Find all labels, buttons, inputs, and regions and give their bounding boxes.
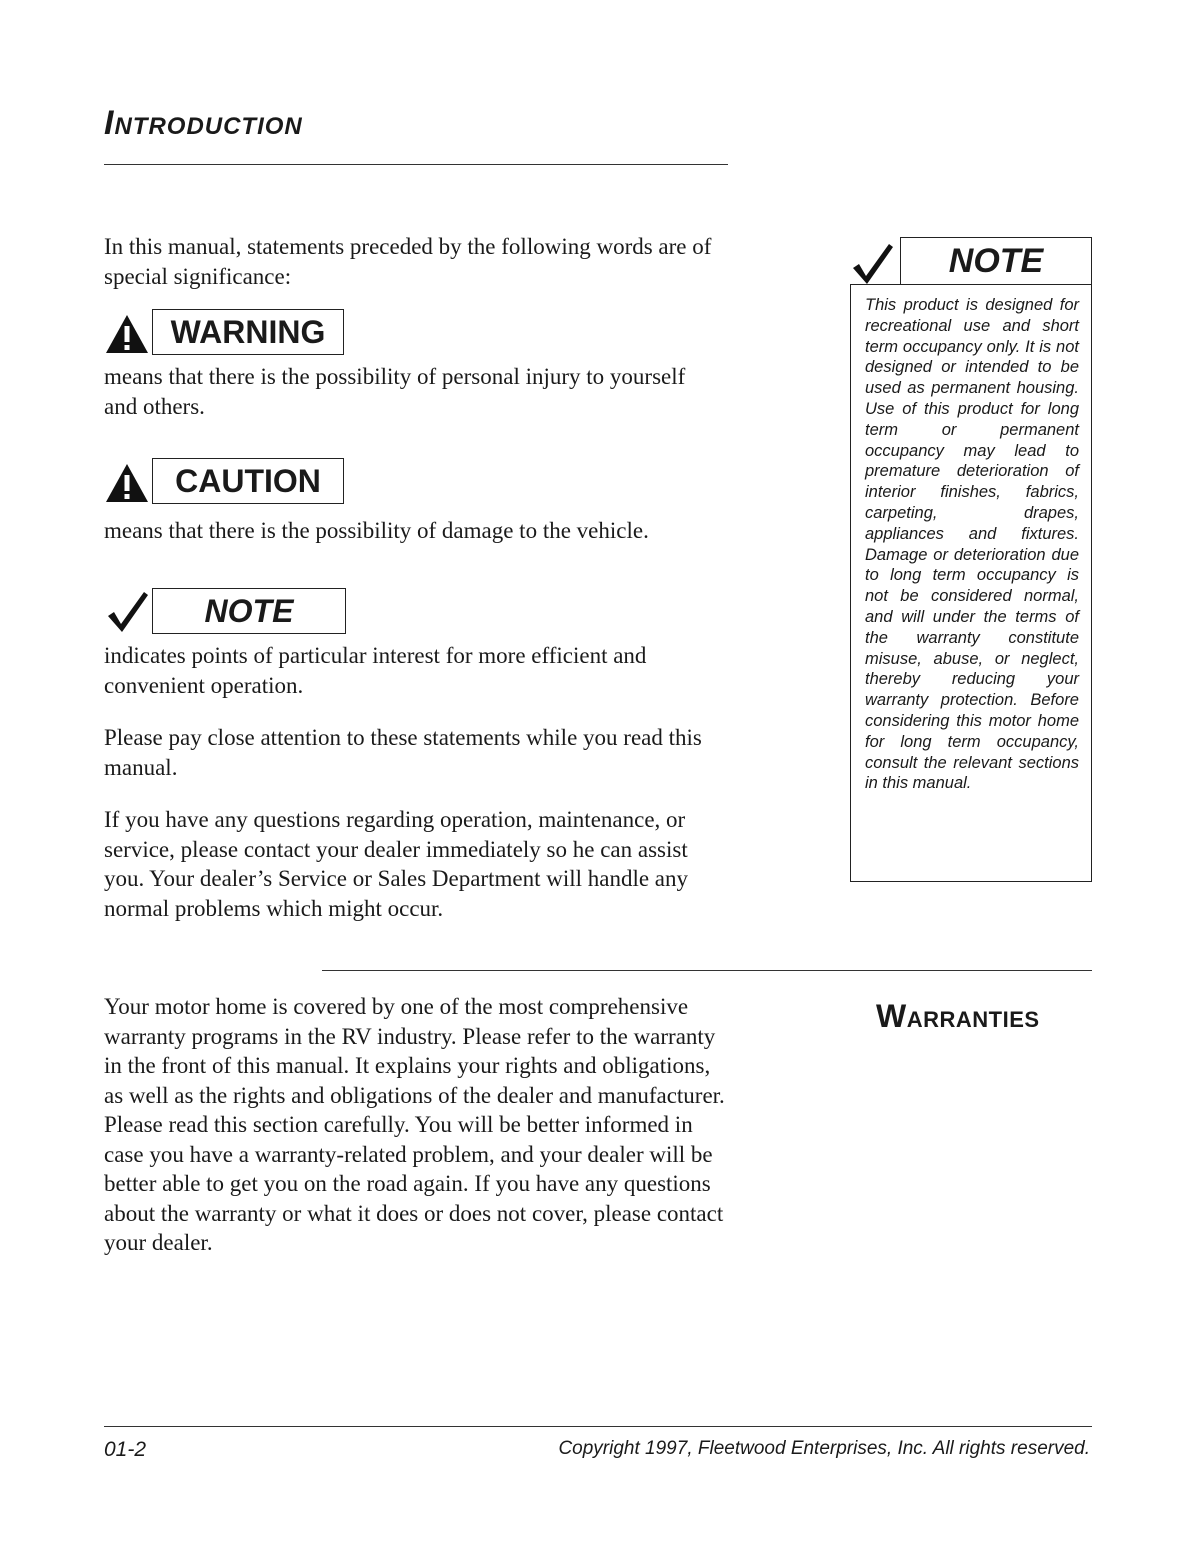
caution-triangle-icon <box>104 462 150 504</box>
copyright-notice: Copyright 1997, Fleetwood Enterprises, Inc. All rights reserved. <box>558 1438 1090 1459</box>
questions-paragraph: If you have any questions regarding operation, maintenance, or service, please contact your dealer immediately so he can assist you. Your dealer’s Service or Sales Department will handle any normal problems which might occur. <box>104 807 689 921</box>
note-label-text: NOTE <box>204 592 294 629</box>
caution-description: means that there is the possibility of damage to the vehicle. <box>104 518 649 543</box>
caution-label-text: CAUTION <box>175 462 321 499</box>
warning-label-text: WARNING <box>170 313 326 350</box>
note-description: indicates points of particular interest for more efficient and convenient operation. <box>104 643 647 698</box>
warning-description: means that there is the possibility of personal injury to yourself and others. <box>104 364 686 419</box>
sidebar-note-box <box>850 284 1092 882</box>
checkmark-icon <box>848 240 896 286</box>
caution-label <box>152 458 344 504</box>
note-check-wrap <box>104 588 150 634</box>
sidebar-note-label-text: NOTE <box>948 241 1044 280</box>
page-title: Introduction <box>104 104 303 142</box>
warning-label <box>152 309 344 355</box>
footer-rule <box>104 1426 1092 1427</box>
attention-paragraph: Please pay close attention to these statements while you read this manual. <box>104 725 702 780</box>
warranties-paragraph: Your motor home is covered by one of the most comprehensive warranty programs in the RV industry. Please refer to the warranty in the front of this manual. It explains your rights and obligations, as well as the rights and obligations of the dealer and manufacturer. Please read this section carefully. You will be better informed in case you have a warranty-related problem, and your dealer will be better able to get you on the road again. If you have any questions about the warranty or what it does or does not cover, please contact your dealer. <box>104 994 725 1255</box>
intro-lead: In this manual, statements preceded by the following words are of special significance: <box>104 234 712 289</box>
sidebar-check-wrap <box>848 240 896 286</box>
caution-icon-wrap <box>104 462 150 504</box>
warranties-title: Warranties <box>876 998 1040 1034</box>
warranties-rule <box>322 970 1092 971</box>
header-rule <box>104 164 728 165</box>
warning-icon-wrap <box>104 313 150 355</box>
warning-triangle-icon <box>104 313 150 355</box>
sidebar-note-text: This product is designed for recreational use and short term occupancy only. It is not designed or intended to be used as permanent housing. Use of this product for long term or permanent occupancy may lead to premature deterioration of interior finishes, fabrics, carpeting, drapes, appliances and fixtures. Damage or deterioration due to long term occupancy is not be considered normal, and will under the terms of the warranty constitute misuse, abuse, or neglect, thereby reducing your warranty protection. Before considering this motor home for long term occupancy, consult the relevant sections in this manual. <box>865 296 1079 793</box>
checkmark-icon <box>104 588 150 634</box>
page-number: 01-2 <box>104 1438 147 1461</box>
sidebar-note-label <box>900 237 1092 285</box>
note-label <box>152 588 346 634</box>
